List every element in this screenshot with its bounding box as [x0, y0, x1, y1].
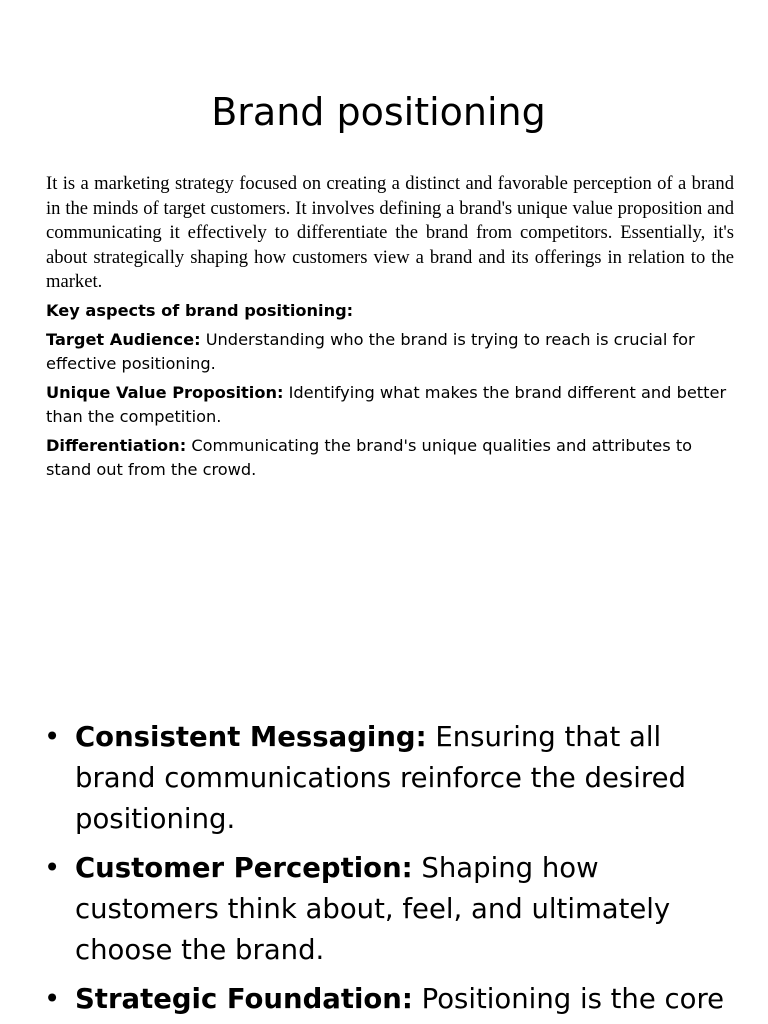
- aspect-term: Target Audience:: [46, 329, 201, 349]
- bullet-text: Ensuring that all brand communications reinforce the desired positioning.: [75, 721, 686, 835]
- aspect-differentiation: [46, 434, 734, 483]
- bullet-strategic-foundation: [40, 979, 740, 1020]
- aspect-unique-value-proposition: [46, 381, 734, 430]
- bullet-term: Customer Perception:: [75, 852, 413, 884]
- key-aspects-heading-text: Key aspects of brand positioning:: [46, 301, 354, 320]
- key-aspects-heading: [46, 299, 734, 324]
- bullet-customer-perception: [40, 848, 740, 971]
- aspect-text: Identifying what makes the brand different and better than the competition.: [46, 382, 727, 426]
- bullet-term: Consistent Messaging:: [75, 721, 427, 753]
- intro-paragraph: It is a marketing strategy focused on creating a distinct and favorable perception of a brand in the minds of target customers. It involves defining a brand's unique value proposition and communicating it effectively to differentiate the brand from competitors. Essentially, it's about strategically shaping how customers view a brand and its offerings in relation to the market.: [46, 173, 734, 293]
- bullet-dot-icon: •: [44, 983, 61, 1015]
- bullet-text: Positioning is the core: [412, 983, 725, 1015]
- bullet-dot-icon: •: [44, 721, 61, 753]
- bullet-term: Strategic Foundation:: [75, 983, 413, 1015]
- aspect-text: Communicating the brand's unique qualities and attributes to stand out from the crowd.: [46, 435, 693, 479]
- bullet-consistent-messaging: [40, 717, 740, 840]
- bullet-text: Shaping how customers think about, feel, and ultimately choose the brand.: [75, 852, 671, 966]
- page-title: Brand positioning: [211, 90, 546, 134]
- aspect-target-audience: [46, 328, 734, 377]
- aspect-term: Unique Value Proposition:: [46, 382, 284, 402]
- aspect-term: Differentiation:: [46, 435, 187, 455]
- key-aspects-section: [46, 299, 734, 487]
- aspect-text: Understanding who the brand is trying to reach is crucial for effective positioning.: [46, 329, 695, 373]
- bullet-dot-icon: •: [44, 852, 61, 884]
- bullet-list: [40, 717, 740, 1024]
